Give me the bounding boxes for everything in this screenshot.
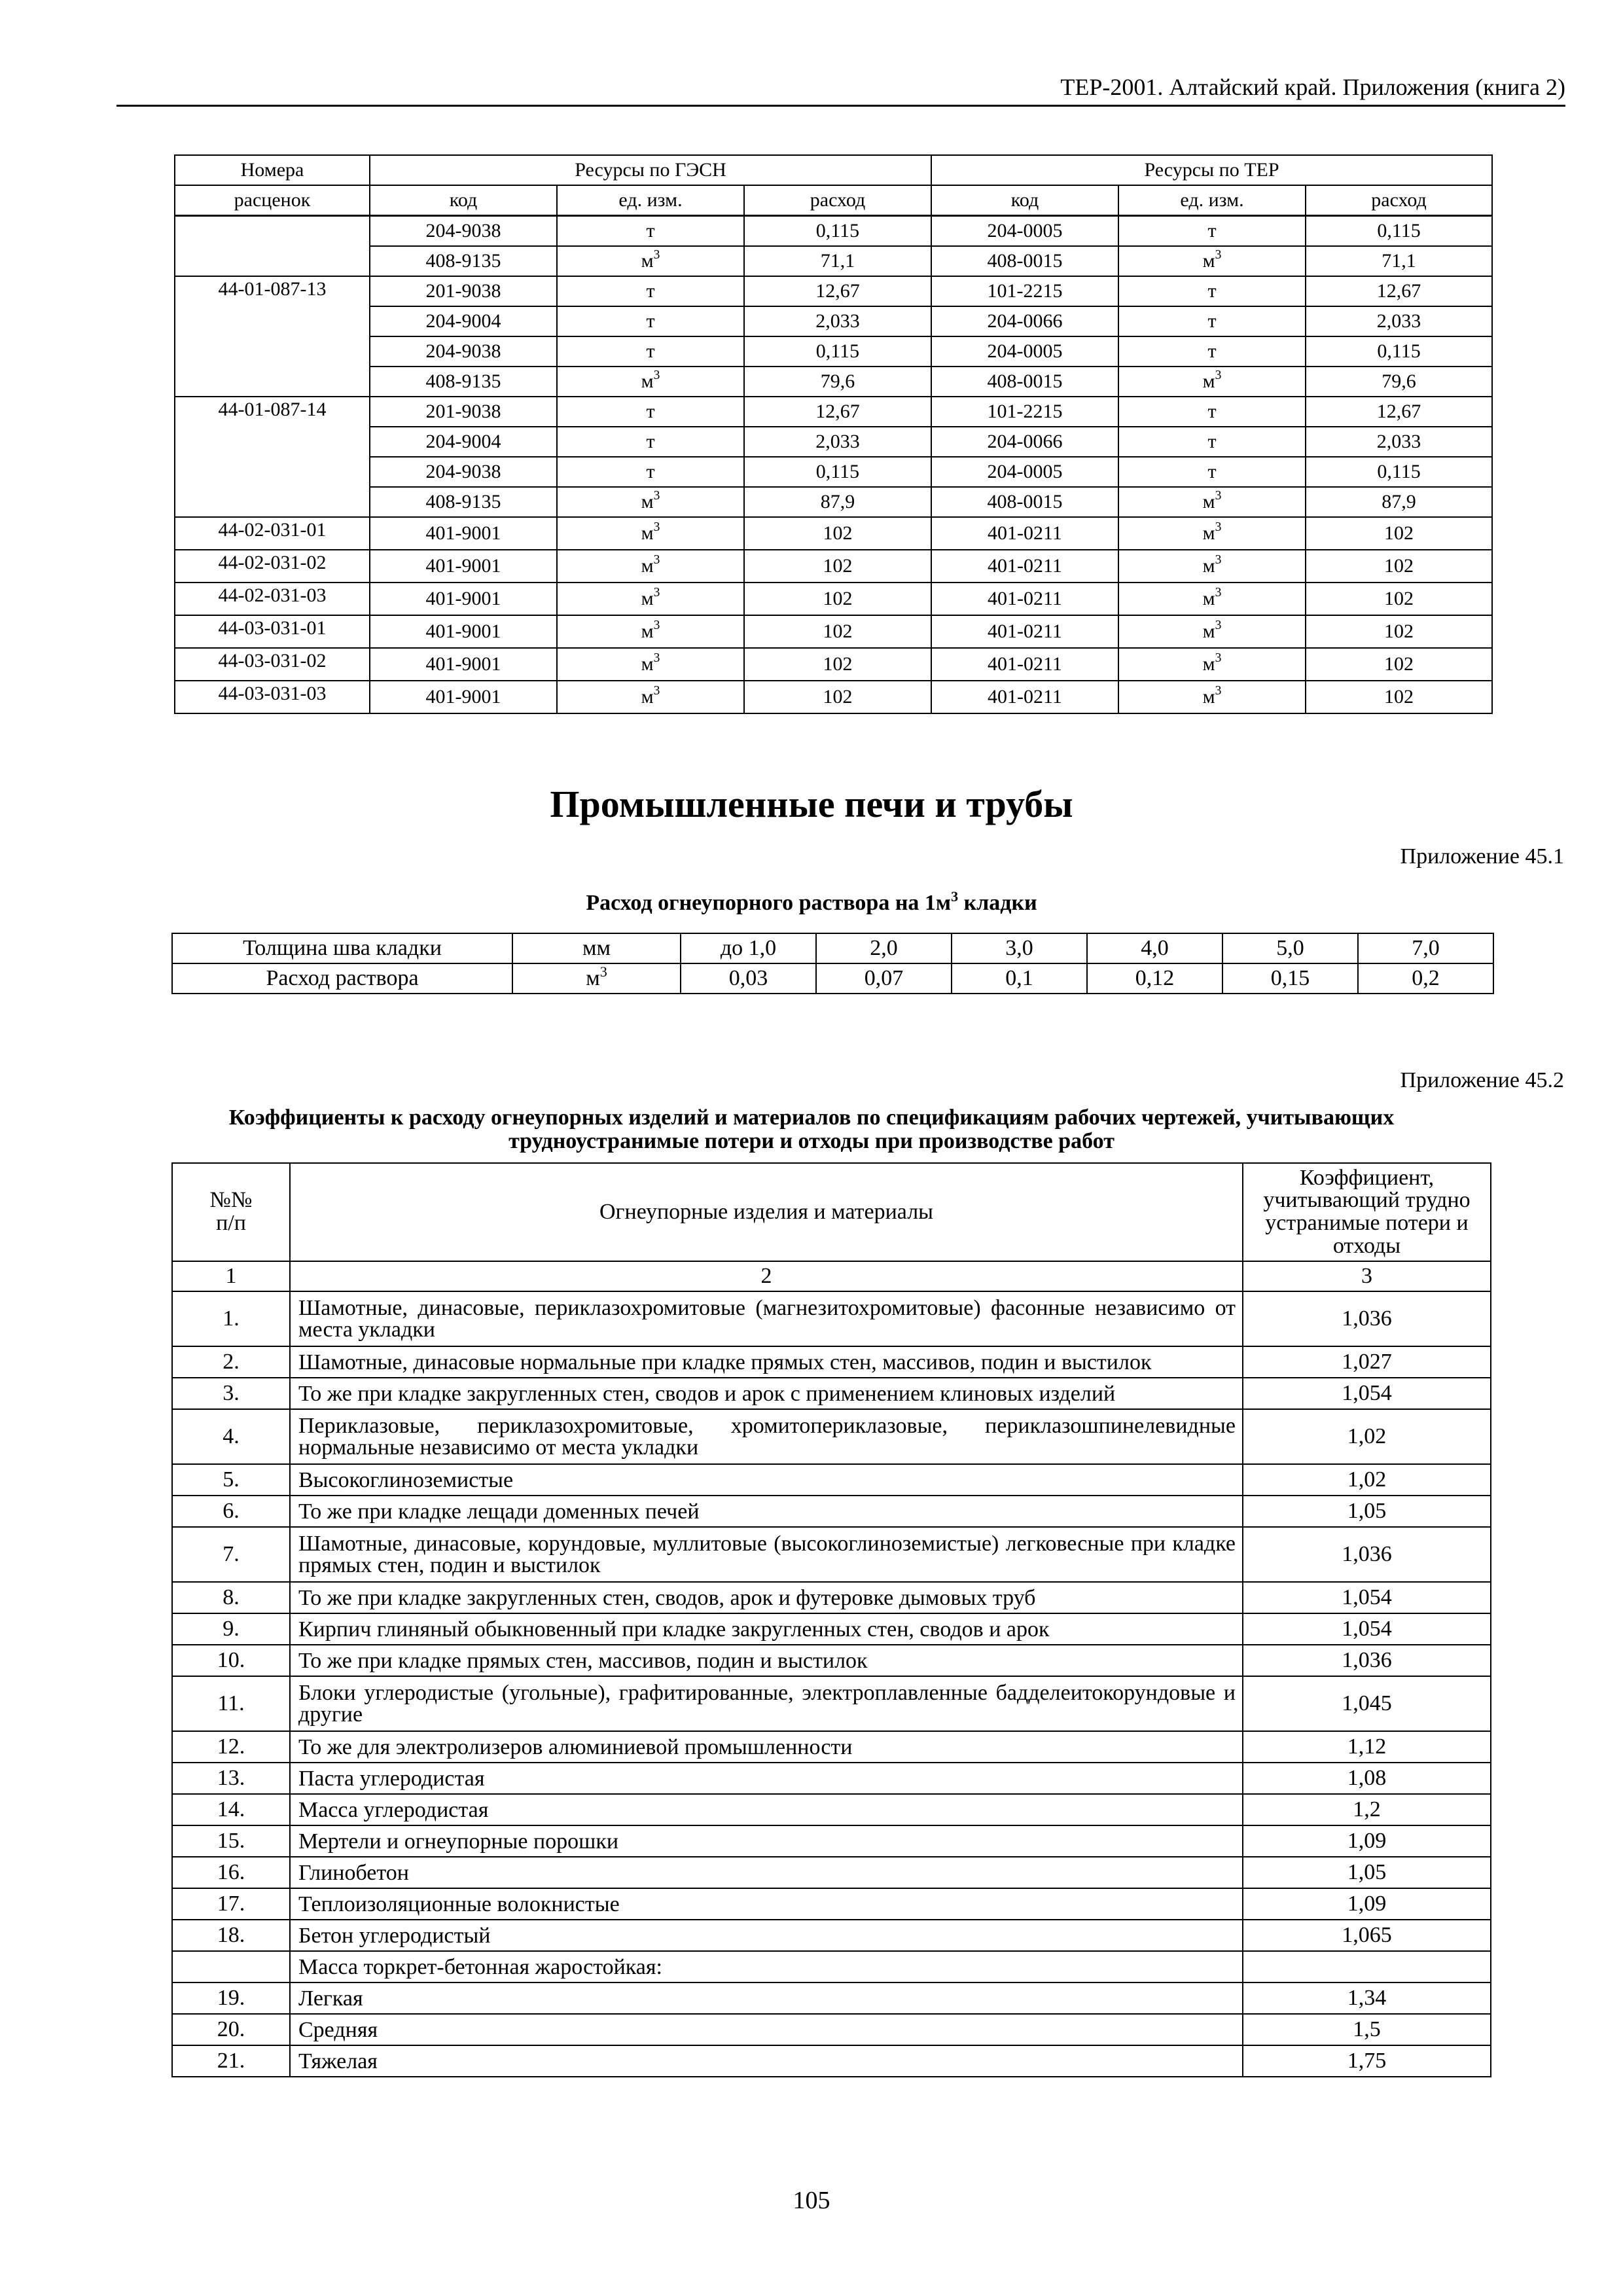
ter-code-cell: 101-2215 [931,397,1118,427]
header-rate-numbers-line1: Номера [175,155,370,185]
coefficient-cell: 1,5 [1243,2014,1491,2045]
item-number-cell: 13. [172,1763,290,1794]
ter-consumption-cell: 102 [1306,615,1492,648]
coefficient-cell: 1,05 [1243,1496,1491,1527]
coefficient-cell: 1,036 [1243,1645,1491,1676]
table-row [175,681,1492,713]
ter-unit-cell: т [1118,216,1306,247]
header-ter-consumption: расход [1306,185,1492,216]
mortar-cell: 7,0 [1358,933,1493,963]
ter-code-cell: 401-0211 [931,583,1118,615]
ter-consumption-cell: 102 [1306,550,1492,583]
gesn-consumption-cell: 102 [744,681,931,713]
rate-number-cell: 44-01-087-14 [175,397,370,517]
ter-consumption-cell: 102 [1306,517,1492,550]
header-gesn-unit: ед. изм. [557,185,744,216]
item-name-cell: Тяжелая [290,2045,1243,2077]
table-row [175,583,1492,615]
ter-unit-cell: т [1118,427,1306,457]
gesn-code-cell: 401-9001 [370,615,557,648]
gesn-code-cell: 408-9135 [370,246,557,276]
mortar-cell: 4,0 [1087,933,1222,963]
item-number-cell: 4. [172,1409,290,1464]
gesn-consumption-cell: 79,6 [744,367,931,397]
mortar-row-label: Толщина шва кладки [172,933,512,963]
table-row [172,1920,1491,1951]
table-row [172,1645,1491,1676]
item-name-cell: Периклазовые, периклазохромитовые, хромитопериклазовые, периклазошпинелевидные нормальные независимо от места укладки [290,1409,1243,1464]
table-row [172,1527,1491,1582]
ter-unit-cell: т [1118,306,1306,336]
ter-consumption-cell: 102 [1306,583,1492,615]
ter-consumption-cell: 102 [1306,681,1492,713]
ter-unit-cell: т [1118,457,1306,487]
item-name-cell: Блоки углеродистые (угольные), графитированные, электроплавленные бадделеитокорундовые и другие [290,1676,1243,1731]
coefficient-cell: 1,09 [1243,1888,1491,1920]
mortar-table-body [172,933,1493,994]
ter-unit-cell: $м^3$ [1118,487,1306,517]
item-name-cell: Шамотные, динасовые, корундовые, муллитовые (высокоглиноземистые) легковесные при кладке прямых стен, подин и выстилок [290,1527,1243,1582]
ter-unit-cell: $м^3$ [1118,681,1306,713]
ter-code-cell: 204-0066 [931,306,1118,336]
ter-consumption-cell: 102 [1306,648,1492,681]
table-row [175,276,1492,306]
rate-number-cell: 44-03-031-03 [175,681,370,713]
coefficients-header-row [172,1163,1491,1261]
item-name-cell: То же при кладке лещади доменных печей [290,1496,1243,1527]
mortar-row-label: Расход раствора [172,963,512,994]
mortar-consumption-table [171,933,1494,994]
item-name-cell: То же при кладке закругленных стен, сводов и арок с применением клиновых изделий [290,1378,1243,1409]
mortar-cell: 0,2 [1358,963,1493,994]
gesn-consumption-cell: 0,115 [744,457,931,487]
table-row [172,1888,1491,1920]
header-coefficient [1243,1163,1491,1261]
table-row [175,367,1492,397]
table-row [172,1346,1491,1378]
mortar-caption-text: Расход огнеупорного раствора на $1м^3$ кладки [586,888,1037,915]
item-number-cell: 8. [172,1582,290,1613]
table-row [172,1496,1491,1527]
ter-consumption-cell: 79,6 [1306,367,1492,397]
coefficient-cell: 1,054 [1243,1378,1491,1409]
table-row [175,216,1492,247]
gesn-unit-cell: $м^3$ [557,517,744,550]
item-number-cell: 12. [172,1731,290,1763]
gesn-consumption-cell: 0,115 [744,336,931,367]
ter-consumption-cell: 0,115 [1306,457,1492,487]
gesn-code-cell: 204-9038 [370,457,557,487]
mortar-cell: до 1,0 [681,933,816,963]
table-row [172,1582,1491,1613]
column-number: 3 [1243,1261,1491,1291]
gesn-code-cell: 401-9001 [370,648,557,681]
gesn-code-cell: 204-9004 [370,306,557,336]
coefficient-cell: 1,045 [1243,1676,1491,1731]
gesn-unit-cell: т [557,276,744,306]
gesn-code-cell: 401-9001 [370,550,557,583]
table-row [172,1982,1491,2014]
ter-unit-cell: $м^3$ [1118,615,1306,648]
mortar-cell: мм [512,933,681,963]
item-name-cell: Бетон углеродистый [290,1920,1243,1951]
header-gesn-code: код [370,185,557,216]
column-number: 1 [172,1261,290,1291]
table-row [175,487,1492,517]
item-number-cell: 1. [172,1291,290,1346]
item-name-cell: То же для электролизеров алюминиевой промышленности [290,1731,1243,1763]
mortar-cell: 3,0 [952,933,1087,963]
table-row [172,1464,1491,1496]
item-number-cell: 6. [172,1496,290,1527]
header-coefficient-line4: отходы [1332,1233,1401,1258]
table-row [175,615,1492,648]
coefficient-cell: 1,08 [1243,1763,1491,1794]
coefficient-cell: 1,036 [1243,1527,1491,1582]
item-name-cell: Шамотные, динасовые, периклазохромитовые (магнезитохромитовые) фасонные независимо от места укладки [290,1291,1243,1346]
gesn-unit-cell: т [557,427,744,457]
table-row [172,1676,1491,1731]
header-item: Огнеупорные изделия и материалы [290,1163,1243,1261]
table-row [172,1613,1491,1645]
ter-consumption-cell: 12,67 [1306,397,1492,427]
ter-consumption-cell: 2,033 [1306,427,1492,457]
table-row [172,1951,1491,1982]
header-coefficient-line2: учитывающий трудно [1263,1188,1471,1213]
item-number-cell: 15. [172,1825,290,1857]
item-name-cell: Паста углеродистая [290,1763,1243,1794]
item-name-cell: Мертели и огнеупорные порошки [290,1825,1243,1857]
gesn-consumption-cell: 12,67 [744,276,931,306]
item-name-cell: Шамотные, динасовые нормальные при кладке прямых стен, массивов, подин и выстилок [290,1346,1243,1378]
table-row [172,1291,1491,1346]
table-row [175,517,1492,550]
table-row [175,648,1492,681]
page-header-title: ТЕР-2001. Алтайский край. Приложения (книга 2) [1060,74,1565,100]
gesn-unit-cell: $м^3$ [557,681,744,713]
table-row [172,1409,1491,1464]
gesn-consumption-cell: 2,033 [744,306,931,336]
ter-code-cell: 401-0211 [931,648,1118,681]
rate-number-cell [175,216,370,277]
gesn-consumption-cell: 87,9 [744,487,931,517]
gesn-unit-cell: $м^3$ [557,246,744,276]
gesn-unit-cell: $м^3$ [557,583,744,615]
ter-code-cell: 401-0211 [931,550,1118,583]
table-row [175,336,1492,367]
page-number: 105 [793,2187,830,2214]
item-name-cell: Легкая [290,1982,1243,2014]
gesn-code-cell: 401-9001 [370,681,557,713]
ter-unit-cell: т [1118,276,1306,306]
table-row [175,550,1492,583]
table-row [172,2045,1491,2077]
rate-number-cell: 44-01-087-13 [175,276,370,397]
ter-unit-cell: $м^3$ [1118,550,1306,583]
gesn-unit-cell: $м^3$ [557,648,744,681]
rate-number-cell: 44-03-031-01 [175,615,370,648]
mortar-cell: 0,15 [1222,963,1358,994]
header-number-line2: п/п [216,1211,246,1235]
ter-unit-cell: $м^3$ [1118,367,1306,397]
ter-consumption-cell: 0,115 [1306,216,1492,247]
ter-unit-cell: $м^3$ [1118,583,1306,615]
table-row [175,246,1492,276]
ter-code-cell: 408-0015 [931,487,1118,517]
gesn-code-cell: 408-9135 [370,367,557,397]
coefficient-cell [1243,1951,1491,1982]
gesn-code-cell: 401-9001 [370,517,557,550]
ter-code-cell: 408-0015 [931,246,1118,276]
ter-consumption-cell: 12,67 [1306,276,1492,306]
rate-number-cell: 44-02-031-01 [175,517,370,550]
coefficients-table [171,1162,1491,2077]
header-number [172,1163,290,1261]
item-number-cell: 21. [172,2045,290,2077]
gesn-unit-cell: т [557,457,744,487]
header-ter-unit: ед. изм. [1118,185,1306,216]
ter-code-cell: 401-0211 [931,681,1118,713]
header-rate-numbers-line2: расценок [175,185,370,216]
table-row [172,1825,1491,1857]
coefficient-cell: 1,036 [1243,1291,1491,1346]
item-name-cell: Глинобетон [290,1857,1243,1888]
gesn-code-cell: 201-9038 [370,276,557,306]
column-number-row [172,1261,1491,1291]
coefficient-cell: 1,027 [1243,1346,1491,1378]
item-number-cell: 18. [172,1920,290,1951]
item-number-cell: 2. [172,1346,290,1378]
mortar-cell: 0,07 [816,963,952,994]
gesn-code-cell: 204-9004 [370,427,557,457]
appendix-45-2-caption [0,1106,1623,1153]
ter-unit-cell: т [1118,336,1306,367]
table-row [172,933,1493,963]
table-row [175,306,1492,336]
ter-unit-cell: $м^3$ [1118,648,1306,681]
coefficient-cell: 1,02 [1243,1409,1491,1464]
item-number-cell: 20. [172,2014,290,2045]
table-row [172,963,1493,994]
ter-code-cell: 204-0005 [931,336,1118,367]
coefficients-table-body [172,1163,1491,2077]
header-coefficient-line1: Коэффициент, [1299,1165,1435,1190]
gesn-code-cell: 204-9038 [370,216,557,247]
coefficient-cell: 1,02 [1243,1464,1491,1496]
rate-number-cell: 44-02-031-03 [175,583,370,615]
column-number: 2 [290,1261,1243,1291]
mortar-cell: $м^3$ [512,963,681,994]
coefficient-cell: 1,12 [1243,1731,1491,1763]
gesn-code-cell: 401-9001 [370,583,557,615]
table-row [172,1731,1491,1763]
gesn-consumption-cell: 12,67 [744,397,931,427]
item-number-cell: 16. [172,1857,290,1888]
appendix-45-1-caption [0,888,1623,915]
coefficient-cell: 1,065 [1243,1920,1491,1951]
resource-table-body [175,216,1492,714]
table-row [172,2014,1491,2045]
ter-code-cell: 401-0211 [931,615,1118,648]
header-rule [116,105,1565,107]
gesn-unit-cell: $м^3$ [557,487,744,517]
header-coefficient-line3: устранимые потери и [1265,1211,1469,1235]
item-number-cell: 3. [172,1378,290,1409]
item-name-cell: То же при кладке прямых стен, массивов, подин и выстилок [290,1645,1243,1676]
gesn-consumption-cell: 0,115 [744,216,931,247]
table-row [172,1857,1491,1888]
header-gesn-consumption: расход [744,185,931,216]
coefficients-caption-line1: Коэффициенты к расходу огнеупорных изделий и материалов по спецификациям рабочих чертежей, учитывающих [228,1105,1395,1130]
coefficients-caption-line2: трудноустранимые потери и отходы при производстве работ [508,1128,1115,1153]
ter-code-cell: 408-0015 [931,367,1118,397]
mortar-cell: 2,0 [816,933,952,963]
rate-number-cell: 44-03-031-02 [175,648,370,681]
mortar-cell: 0,03 [681,963,816,994]
gesn-consumption-cell: 102 [744,517,931,550]
item-number-cell: 10. [172,1645,290,1676]
coefficient-cell: 1,34 [1243,1982,1491,2014]
resource-table [174,154,1493,714]
item-name-cell: Высокоглиноземистые [290,1464,1243,1496]
table-row [175,397,1492,427]
gesn-code-cell: 201-9038 [370,397,557,427]
table-row [175,457,1492,487]
table-row [172,1378,1491,1409]
ter-code-cell: 401-0211 [931,517,1118,550]
gesn-unit-cell: $м^3$ [557,615,744,648]
item-number-cell: 11. [172,1676,290,1731]
ter-code-cell: 204-0005 [931,216,1118,247]
coefficient-cell: 1,2 [1243,1794,1491,1825]
coefficient-cell: 1,054 [1243,1613,1491,1645]
ter-unit-cell: $м^3$ [1118,517,1306,550]
gesn-consumption-cell: 71,1 [744,246,931,276]
gesn-unit-cell: $м^3$ [557,367,744,397]
coefficient-cell: 1,054 [1243,1582,1491,1613]
gesn-code-cell: 204-9038 [370,336,557,367]
table-row [175,427,1492,457]
header-number-line1: №№ [209,1188,253,1213]
item-name-cell: Масса углеродистая [290,1794,1243,1825]
appendix-45-1-label: Приложение 45.1 [1400,844,1564,869]
gesn-code-cell: 408-9135 [370,487,557,517]
ter-consumption-cell: 2,033 [1306,306,1492,336]
ter-code-cell: 101-2215 [931,276,1118,306]
gesn-unit-cell: т [557,397,744,427]
ter-unit-cell: $м^3$ [1118,246,1306,276]
gesn-unit-cell: т [557,216,744,247]
item-name-cell: Масса торкрет-бетонная жаростойкая: [290,1951,1243,1982]
mortar-cell: 0,12 [1087,963,1222,994]
gesn-consumption-cell: 102 [744,550,931,583]
item-number-cell: 9. [172,1613,290,1645]
coefficient-cell: 1,05 [1243,1857,1491,1888]
header-gesn-resources: Ресурсы по ГЭСН [370,155,931,185]
ter-unit-cell: т [1118,397,1306,427]
item-number-cell: 14. [172,1794,290,1825]
ter-consumption-cell: 0,115 [1306,336,1492,367]
item-number-cell: 19. [172,1982,290,2014]
gesn-unit-cell: т [557,336,744,367]
gesn-unit-cell: $м^3$ [557,550,744,583]
header-ter-resources: Ресурсы по ТЕР [931,155,1492,185]
table-row [172,1763,1491,1794]
gesn-consumption-cell: 2,033 [744,427,931,457]
header-ter-code: код [931,185,1118,216]
ter-code-cell: 204-0066 [931,427,1118,457]
gesn-unit-cell: т [557,306,744,336]
section-title: Промышленные печи и трубы [550,783,1073,825]
ter-consumption-cell: 87,9 [1306,487,1492,517]
gesn-consumption-cell: 102 [744,583,931,615]
item-name-cell: Средняя [290,2014,1243,2045]
item-name-cell: Теплоизоляционные волокнистые [290,1888,1243,1920]
table-row [172,1794,1491,1825]
appendix-45-2-label: Приложение 45.2 [1400,1068,1564,1092]
item-number-cell: 17. [172,1888,290,1920]
item-number-cell: 7. [172,1527,290,1582]
mortar-cell: 5,0 [1222,933,1358,963]
rate-number-cell: 44-02-031-02 [175,550,370,583]
item-number-cell: 5. [172,1464,290,1496]
gesn-consumption-cell: 102 [744,615,931,648]
ter-consumption-cell: 71,1 [1306,246,1492,276]
coefficient-cell: 1,75 [1243,2045,1491,2077]
ter-code-cell: 204-0005 [931,457,1118,487]
item-name-cell: То же при кладке закругленных стен, сводов, арок и футеровке дымовых труб [290,1582,1243,1613]
item-name-cell: Кирпич глиняный обыкновенный при кладке закругленных стен, сводов и арок [290,1613,1243,1645]
item-number-cell [172,1951,290,1982]
mortar-cell: 0,1 [952,963,1087,994]
gesn-consumption-cell: 102 [744,648,931,681]
coefficient-cell: 1,09 [1243,1825,1491,1857]
